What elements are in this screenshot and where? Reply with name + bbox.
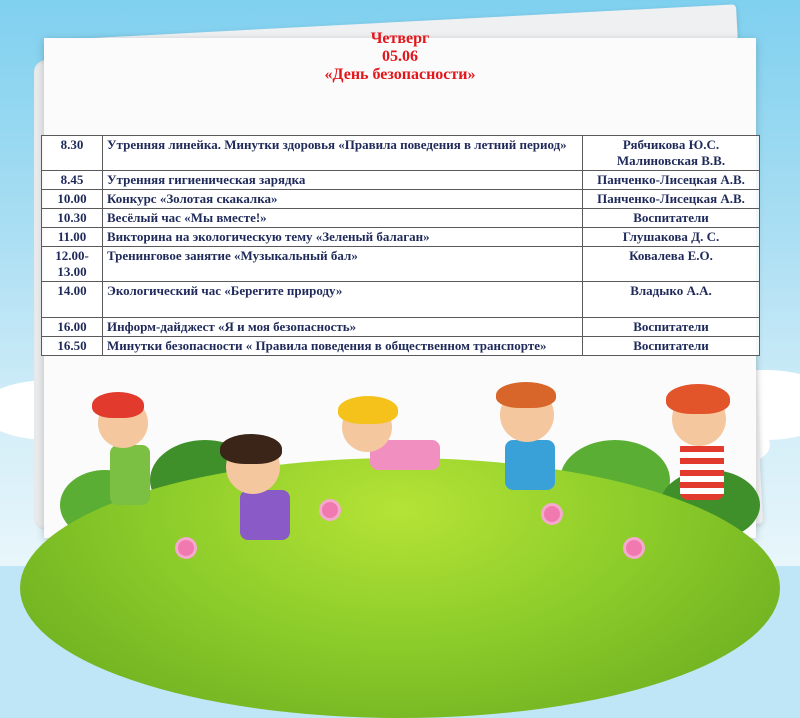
time-cell: 8.45 xyxy=(42,171,103,190)
staff-cell: Владыко А.А. xyxy=(583,282,760,318)
activity-cell: Экологический час «Берегите природу» xyxy=(103,282,583,318)
staff-cell: Панченко-Лисецкая А.В. xyxy=(583,190,760,209)
time-cell: 12.00-13.00 xyxy=(42,247,103,282)
activity-cell: Викторина на экологическую тему «Зеленый балаган» xyxy=(103,228,583,247)
flower xyxy=(322,502,338,518)
time-cell: 16.00 xyxy=(42,318,103,337)
page-heading xyxy=(240,30,560,84)
table-row xyxy=(42,171,760,190)
heading-theme: «День безопасности» xyxy=(324,66,476,83)
flower xyxy=(544,506,560,522)
kid-figure-left-body xyxy=(110,445,150,505)
activity-cell: Конкурс «Золотая скакалка» xyxy=(103,190,583,209)
flower xyxy=(178,540,194,556)
staff-cell: Ковалева Е.О. xyxy=(583,247,760,282)
staff-cell: Глушакова Д. С. xyxy=(583,228,760,247)
table-row xyxy=(42,190,760,209)
table-row xyxy=(42,318,760,337)
kid-figure-reader-body xyxy=(505,440,555,490)
activity-cell: Утренняя гигиеническая зарядка xyxy=(103,171,583,190)
kid-hair-blond xyxy=(338,396,398,424)
activity-cell: Весёлый час «Мы вместе!» xyxy=(103,209,583,228)
time-cell: 16.50 xyxy=(42,337,103,356)
kid-hair-orange xyxy=(496,382,556,408)
staff-cell: Воспитатели xyxy=(583,337,760,356)
time-cell: 14.00 xyxy=(42,282,103,318)
kid-hair-red xyxy=(666,384,730,414)
activity-cell: Утренняя линейка. Минутки здоровья «Правила поведения в летний период» xyxy=(103,136,583,171)
staff-cell: Панченко-Лисецкая А.В. xyxy=(583,171,760,190)
time-cell: 11.00 xyxy=(42,228,103,247)
time-cell: 10.30 xyxy=(42,209,103,228)
table-row xyxy=(42,247,760,282)
kid-cap xyxy=(92,392,144,418)
flower xyxy=(626,540,642,556)
heading-day: Четверг xyxy=(370,30,430,47)
staff-cell: Воспитатели xyxy=(583,209,760,228)
table-row xyxy=(42,282,760,318)
table-row xyxy=(42,228,760,247)
activity-cell: Тренинговое занятие «Музыкальный бал» xyxy=(103,247,583,282)
table-row xyxy=(42,136,760,171)
schedule-table xyxy=(41,135,760,356)
table-row xyxy=(42,337,760,356)
heading-date: 05.06 xyxy=(382,48,418,65)
table-row xyxy=(42,209,760,228)
staff-cell: Воспитатели xyxy=(583,318,760,337)
kid-figure-girl-body xyxy=(240,490,290,540)
activity-cell: Минутки безопасности « Правила поведения в общественном транспорте» xyxy=(103,337,583,356)
staff-cell: Рябчикова Ю.С. Малиновская В.В. xyxy=(583,136,760,171)
time-cell: 8.30 xyxy=(42,136,103,171)
activity-cell: Информ-дайджест «Я и моя безопасность» xyxy=(103,318,583,337)
kid-hair-dark xyxy=(220,434,282,464)
kid-figure-right-body xyxy=(680,440,724,500)
time-cell: 10.00 xyxy=(42,190,103,209)
